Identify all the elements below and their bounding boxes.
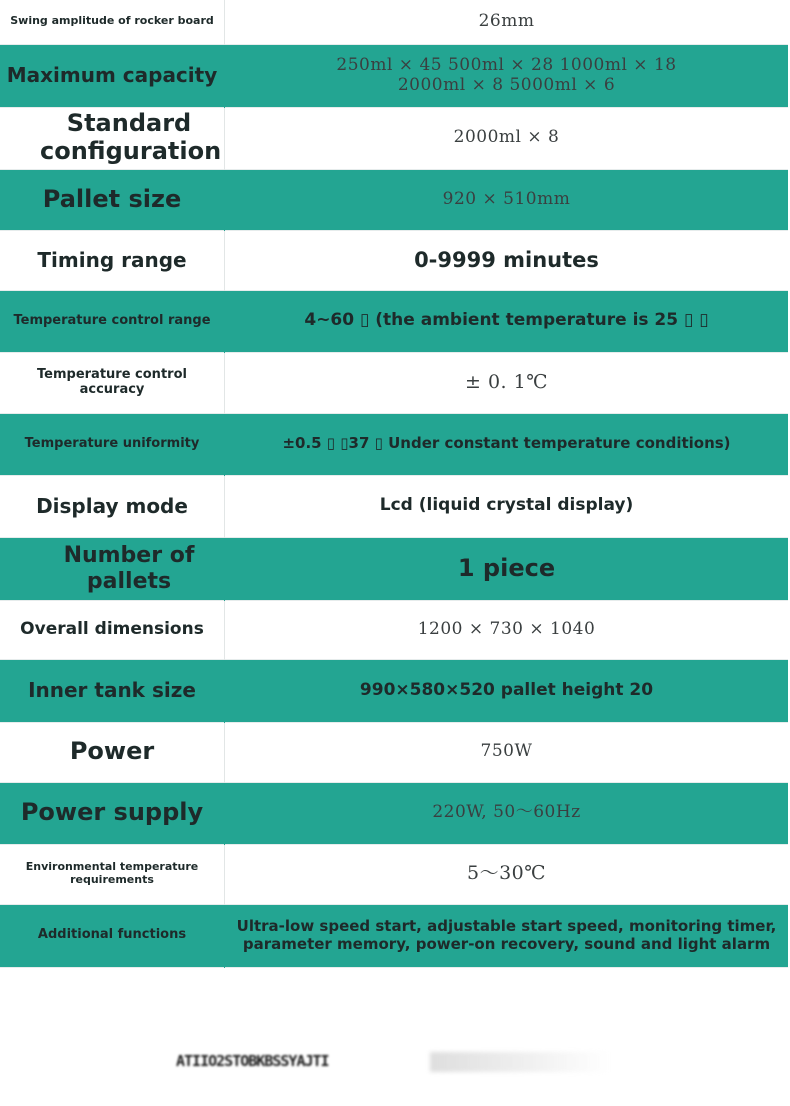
spec-row-standard-configuration [0,107,788,169]
spec-label: Standard configuration [0,107,225,169]
spec-value: ±0.5 ▯ ▯37 ▯ Under constant temperature conditions) [225,413,789,475]
spec-row-temperature-control-accuracy [0,352,788,413]
spec-row-inner-tank-size [0,659,788,722]
spec-label-line: requirements [70,873,154,886]
spec-row-pallet-size [0,169,788,230]
spec-row-additional-functions [0,904,788,967]
spec-label: Additional functions [0,904,225,967]
spec-row-number-of-pallets [0,537,788,600]
spec-value: 1 piece [225,537,789,600]
spec-value: 0-9999 minutes [225,230,789,290]
spec-value: 4~60 ▯ (the ambient temperature is 25 ▯ ▯ [225,290,789,352]
footer-blur-fade [430,1052,610,1072]
spec-value: 26mm [225,0,789,44]
spec-value-line: parameter memory, power-on recovery, sound and light alarm [242,934,771,953]
spec-row-timing-range [0,230,788,290]
spec-row-power [0,722,788,782]
spec-value: 920 × 510mm [225,169,789,230]
spec-label: Number of pallets [0,537,225,600]
spec-label: Maximum capacity [0,44,225,107]
spec-label: Temperature uniformity [0,413,225,475]
spec-label: Power [0,722,225,782]
spec-value: 990×580×520 pallet height 20 [225,659,789,722]
spec-label: Temperature control range [0,290,225,352]
spec-row-power-supply [0,782,788,844]
spec-value [225,44,789,107]
spec-label: Timing range [0,230,225,290]
spec-label: Temperature control accuracy [0,352,225,413]
spec-label: Pallet size [0,169,225,230]
spec-label: Overall dimensions [0,600,225,659]
spec-label-line: Environmental temperature [25,860,199,874]
spec-value: Lcd (liquid crystal display) [225,475,789,537]
spec-row-maximum-capacity [0,44,788,107]
spec-value [225,904,789,967]
spec-label: Swing amplitude of rocker board [0,0,225,44]
spec-label: Display mode [0,475,225,537]
spec-value: 220W, 50～60Hz [225,782,789,844]
footer-blurred-text: ATIIO2STOBKBSSYAJTI [176,1052,329,1070]
spec-value-line: 250ml × 45 500ml × 28 1000ml × 18 [336,54,677,75]
spec-label: Power supply [0,782,225,844]
spec-row-temperature-control-range [0,290,788,352]
spec-row-temperature-uniformity [0,413,788,475]
spec-label: Inner tank size [0,659,225,722]
spec-row-display-mode [0,475,788,537]
spec-label [0,844,225,904]
spec-value: 5～30℃ [225,844,789,904]
spec-value: 750W [225,722,789,782]
spec-row-swing-amplitude [0,0,788,44]
spec-value-line: Ultra-low speed start, adjustable start speed, monitoring timer, [236,917,777,936]
spec-value: 1200 × 730 × 1040 [225,600,789,659]
spec-value: ± 0. 1℃ [225,352,789,413]
spec-value-line: 2000ml × 8 5000ml × 6 [397,74,616,95]
spec-row-overall-dimensions [0,600,788,659]
spec-value: 2000ml × 8 [225,107,789,169]
spec-row-environmental-temperature [0,844,788,904]
